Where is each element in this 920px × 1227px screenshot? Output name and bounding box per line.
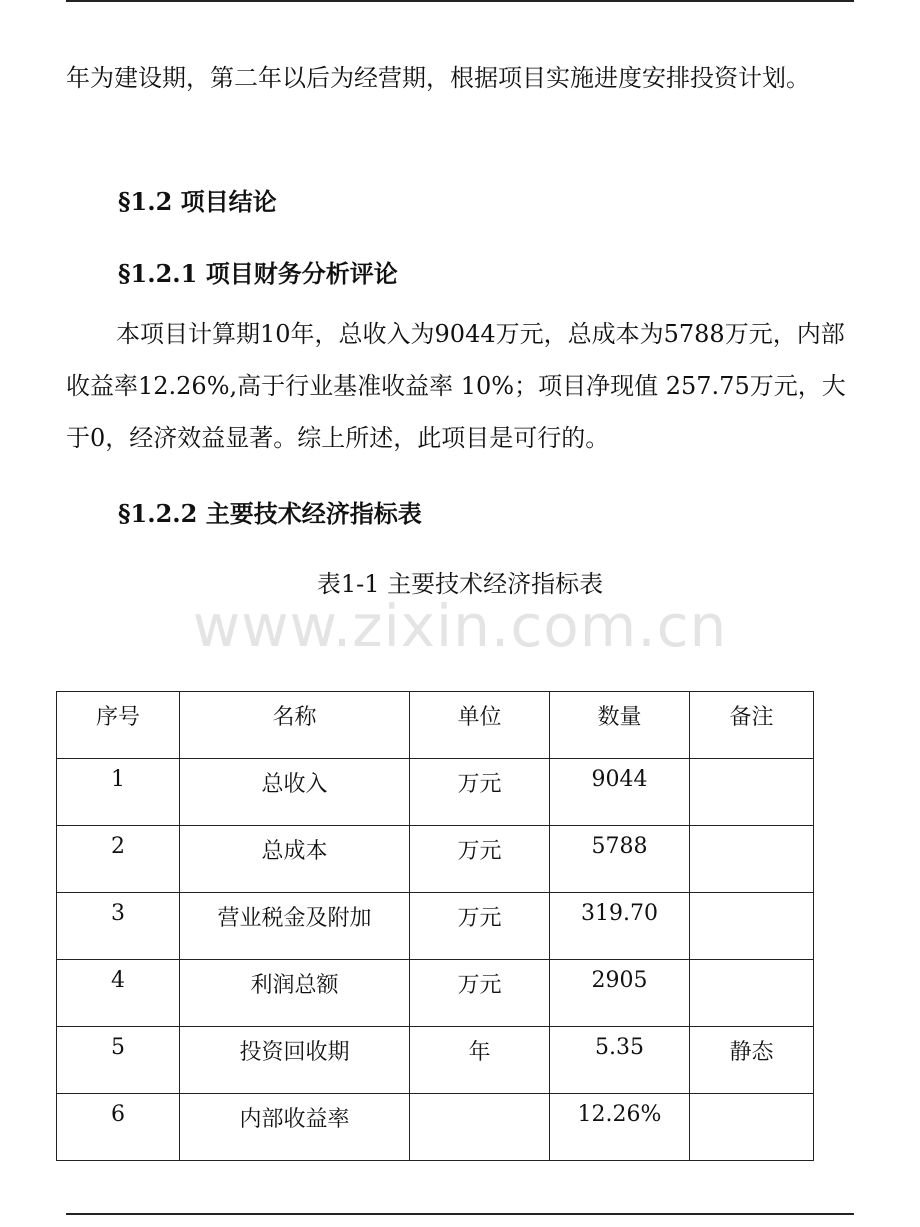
cell-quantity: 12.26% bbox=[550, 1094, 690, 1161]
cell-name: 内部收益率 bbox=[180, 1094, 410, 1161]
cell-unit: 万元 bbox=[410, 960, 550, 1027]
cell-quantity: 5.35 bbox=[550, 1027, 690, 1094]
cell-name: 利润总额 bbox=[180, 960, 410, 1027]
table-header-row bbox=[57, 692, 814, 759]
cell-unit: 年 bbox=[410, 1027, 550, 1094]
table-row bbox=[57, 960, 814, 1027]
cell-name: 总成本 bbox=[180, 826, 410, 893]
cell-index: 3 bbox=[57, 893, 180, 960]
header-remark: 备注 bbox=[690, 692, 814, 759]
table-row bbox=[57, 893, 814, 960]
cell-index: 5 bbox=[57, 1027, 180, 1094]
table-row bbox=[57, 1027, 814, 1094]
cell-unit bbox=[410, 1094, 550, 1161]
heading-project-conclusion: §1.2 项目结论 bbox=[118, 187, 277, 216]
header-unit: 单位 bbox=[410, 692, 550, 759]
cell-unit: 万元 bbox=[410, 893, 550, 960]
paragraph-construction-period: 年为建设期，第二年以后为经营期，根据项目实施进度安排投资计划。 bbox=[66, 64, 810, 92]
cell-index: 2 bbox=[57, 826, 180, 893]
watermark: www.zixin.com.cn bbox=[192, 592, 728, 660]
cell-remark: 静态 bbox=[690, 1027, 814, 1094]
table-row bbox=[57, 759, 814, 826]
bottom-rule bbox=[66, 1213, 854, 1215]
header-name: 名称 bbox=[180, 692, 410, 759]
cell-name: 投资回收期 bbox=[180, 1027, 410, 1094]
cell-index: 6 bbox=[57, 1094, 180, 1161]
table-row bbox=[57, 826, 814, 893]
table-row bbox=[57, 1094, 814, 1161]
cell-remark bbox=[690, 893, 814, 960]
cell-remark bbox=[690, 960, 814, 1027]
cell-name: 总收入 bbox=[180, 759, 410, 826]
cell-quantity: 5788 bbox=[550, 826, 690, 893]
table-caption: 表1-1 主要技术经济指标表 bbox=[316, 570, 604, 598]
cell-quantity: 9044 bbox=[550, 759, 690, 826]
indicator-table bbox=[56, 691, 814, 1161]
cell-quantity: 319.70 bbox=[550, 893, 690, 960]
cell-unit: 万元 bbox=[410, 759, 550, 826]
heading-indicator-table: §1.2.2 主要技术经济指标表 bbox=[118, 499, 422, 528]
cell-unit: 万元 bbox=[410, 826, 550, 893]
cell-remark bbox=[690, 826, 814, 893]
heading-financial-analysis: §1.2.1 项目财务分析评论 bbox=[118, 259, 398, 288]
cell-quantity: 2905 bbox=[550, 960, 690, 1027]
cell-name: 营业税金及附加 bbox=[180, 893, 410, 960]
cell-index: 1 bbox=[57, 759, 180, 826]
cell-remark bbox=[690, 759, 814, 826]
header-quantity: 数量 bbox=[550, 692, 690, 759]
top-rule bbox=[66, 0, 854, 2]
paragraph-financial-summary: 本项目计算期10年，总收入为9044万元，总成本为5788万元，内部收益率12.26%,高于行业基准收益率 10%；项目净现值 257.75万元，大于0，经济效益显著。综上所述，此项目是可行的。 bbox=[66, 320, 846, 452]
cell-index: 4 bbox=[57, 960, 180, 1027]
cell-remark bbox=[690, 1094, 814, 1161]
header-index: 序号 bbox=[57, 692, 180, 759]
